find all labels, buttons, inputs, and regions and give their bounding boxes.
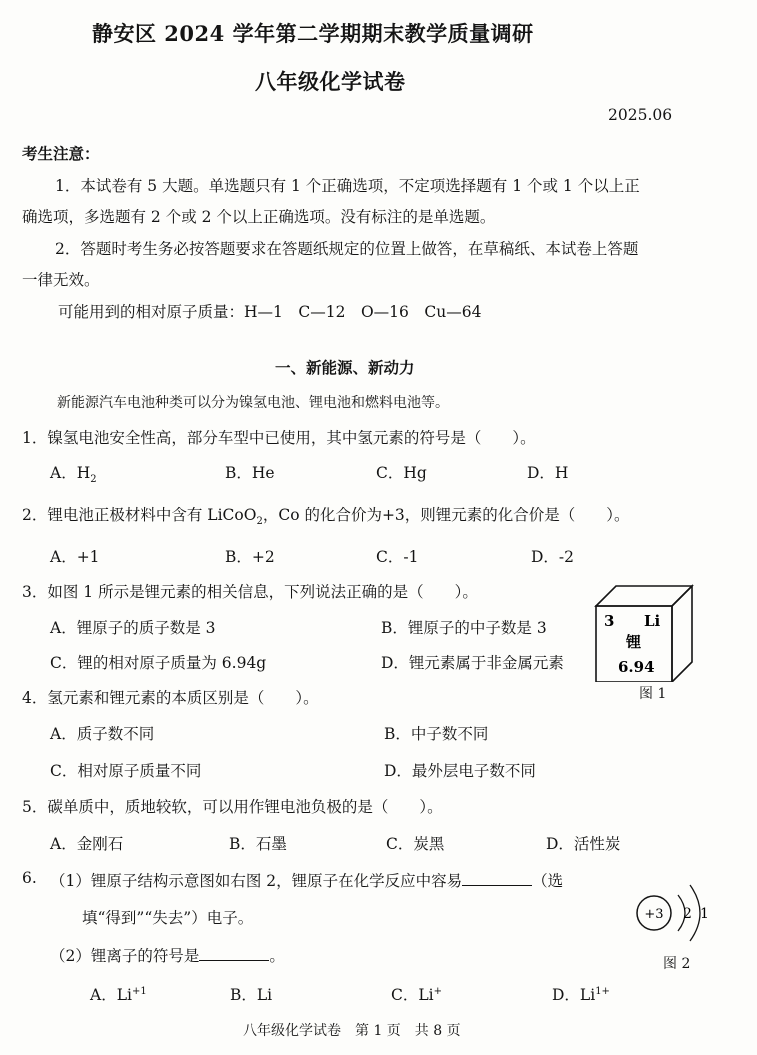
question-1-option-a: A．$H_2$: [50, 464, 97, 486]
question-6-number: 6.: [22, 869, 37, 887]
question-4-option-a: A．质子数不同: [50, 725, 155, 743]
figure-1-element-cell: [594, 584, 694, 682]
question-3-stem: 3．如图 1 所示是锂元素的相关信息，下列说法正确的是（ ）。: [22, 583, 478, 601]
exam-subtitle: 八年级化学试卷: [255, 69, 406, 94]
answer-blank-1[interactable]: [462, 871, 532, 886]
question-6-option-c: C．Li+: [391, 985, 443, 1004]
answer-blank-2[interactable]: [199, 946, 269, 961]
element-atomic-mass: 6.94: [618, 658, 655, 676]
question-1-option-d: D．H: [527, 464, 569, 482]
question-6-part1-line2: 填“得到”“失去”）电子。: [82, 909, 254, 927]
exam-date: 2025.06: [608, 106, 673, 124]
element-atomic-number: 3: [604, 612, 615, 630]
question-6-option-a: A．$Li^{+1}$: [90, 985, 147, 1004]
question-3-option-c: C．锂的相对原子质量为 6.94g: [50, 654, 267, 672]
figure-1-caption: 图 1: [639, 686, 667, 702]
figure-2-atom-structure: [632, 877, 717, 945]
question-5-option-c: C．炭黑: [386, 835, 445, 853]
question-2-option-b: B．+2: [225, 548, 275, 566]
question-4-option-c: C．相对原子质量不同: [50, 762, 202, 780]
question-5-stem: 5．碳单质中，质地较软，可以用作锂电池负极的是（ ）。: [22, 798, 443, 816]
question-6-option-d: D．$Li^{1+}$: [552, 985, 610, 1004]
question-6-part2: （2）锂离子的符号是 。: [50, 947, 285, 965]
question-2-option-d: D．-2: [531, 548, 575, 566]
question-2-option-c: C．-1: [376, 548, 419, 566]
question-3-option-d: D．锂元素属于非金属元素: [381, 654, 564, 672]
section-intro: 新能源汽车电池种类可以分为镍氢电池、锂电池和燃料电池等。: [57, 395, 449, 411]
question-5-option-b: B．石墨: [229, 835, 287, 853]
figure-2-caption: 图 2: [663, 956, 691, 972]
question-3-option-b: B．锂原子的中子数是 3: [381, 619, 547, 637]
element-name: 锂: [626, 633, 642, 651]
notice-heading: 考生注意：: [22, 144, 100, 163]
question-4-option-d: D．最外层电子数不同: [384, 762, 536, 780]
question-5-option-a: A．金刚石: [50, 835, 124, 853]
question-4-stem: 4．氢元素和锂元素的本质区别是（ ）。: [22, 689, 319, 707]
notice-item1-line2: 确选项，多选题有 2 个或 2 个以上正确选项。没有标注的是单选题。: [22, 208, 496, 226]
question-1-option-b: B．He: [225, 464, 275, 482]
question-6-part1-line1: （1）锂原子结构示意图如右图 2，锂原子在化学反应中容易 （选: [50, 872, 564, 890]
exam-title: 静安区 2024 学年第二学期期末教学质量调研: [92, 21, 534, 46]
element-symbol: Li: [644, 612, 661, 630]
shell-2-electrons: 1: [700, 906, 709, 922]
notice-item2-line1: 2．答题时考生务必按答题要求在答题纸规定的位置上做答，在草稿纸、本试卷上答题: [55, 240, 639, 258]
question-3-option-a: A．锂原子的质子数是 3: [50, 619, 216, 637]
notice-item1-line1: 1．本试卷有 5 大题。单选题只有 1 个正确选项，不定项选择题有 1 个或 1 个以上正: [55, 177, 640, 195]
shell-1-electrons: 2: [683, 906, 692, 922]
question-1-option-c: C．Hg: [376, 464, 427, 482]
question-2-stem: 2．锂电池正极材料中含有 LiCoO$_2$，Co 的化合价为+3，则锂元素的化合价是（ ）。: [22, 506, 630, 528]
question-5-option-d: D．活性炭: [546, 835, 621, 853]
question-1-stem: 1．镍氢电池安全性高，部分车型中已使用，其中氢元素的符号是（ ）。: [22, 429, 536, 447]
section-heading: 一、新能源、新动力: [275, 358, 415, 377]
question-2-option-a: A．+1: [50, 548, 100, 566]
page-footer: 八年级化学试卷 第 1 页 共 8 页: [243, 1023, 461, 1039]
notice-item2-line2: 一律无效。: [22, 271, 100, 289]
atomic-masses: 可能用到的相对原子质量：H—1 C—12 O—16 Cu—64: [58, 303, 482, 321]
question-4-option-b: B．中子数不同: [384, 725, 489, 743]
nucleus-charge: +3: [644, 907, 664, 922]
question-6-option-b: B．Li: [230, 986, 273, 1004]
